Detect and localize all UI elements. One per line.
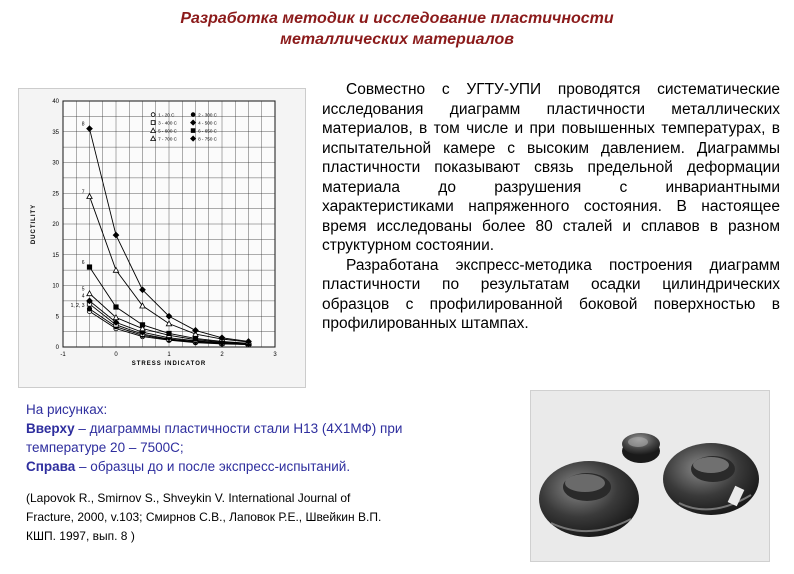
y-axis-label: DUCTILITY bbox=[31, 203, 37, 245]
data-point bbox=[167, 331, 171, 335]
x-tick-label: 3 bbox=[273, 352, 277, 358]
paragraph-1: Совместно с УГТУ-УПИ проводятся систематические исследования диаграмм пластичности металлических материалов, в том числе и при повышенных температурах, в испытательной камере с высоким давлением. Диаграммы пластичности показывают связь предельной деформации материала до разрушения с инвариантными характеристиками напряженного состояния. В настоящее время исследованы более 80 сталей и сплавов в разном структурном состоянии. bbox=[322, 81, 780, 254]
legend-label: 1 - 20 C bbox=[158, 112, 175, 118]
caption-top-text: – диаграммы пластичности стали Н13 (4Х1МФ) при температуре 20 – 7500С; bbox=[26, 421, 403, 455]
data-point bbox=[87, 307, 91, 311]
specimens-photo-svg bbox=[531, 391, 769, 561]
ductility-chart-svg bbox=[19, 89, 305, 387]
data-point bbox=[151, 121, 155, 125]
y-tick-label: 0 bbox=[55, 345, 59, 351]
data-point bbox=[114, 305, 118, 309]
legend-label: 3 - 400 C bbox=[158, 120, 178, 126]
title-line-2: металлических материалов bbox=[280, 31, 514, 48]
data-point bbox=[140, 323, 144, 327]
series-label: 7 bbox=[81, 189, 85, 196]
data-point bbox=[87, 265, 91, 269]
x-tick-label: 1 bbox=[167, 352, 171, 358]
citation-line-1: (Lapovok R., Smirnov S., Shveykin V. International Journal of bbox=[26, 491, 351, 505]
y-tick-label: 30 bbox=[52, 160, 59, 167]
y-tick-label: 35 bbox=[52, 129, 59, 136]
data-point bbox=[151, 113, 155, 117]
caption-right-label: Справа bbox=[26, 459, 76, 474]
legend-label: 4 - 500 C bbox=[198, 120, 218, 126]
y-tick-label: 10 bbox=[52, 283, 59, 290]
x-tick-label: 0 bbox=[114, 352, 118, 358]
citation-line-2: Fracture, 2000, v.103; Смирнов С.В., Лаповок Р.Е., Швейкин В.П. bbox=[26, 510, 382, 524]
x-tick-label: -1 bbox=[60, 352, 66, 358]
y-tick-label: 20 bbox=[52, 222, 59, 228]
y-tick-label: 40 bbox=[52, 99, 59, 105]
legend-label: 5 - 600 C bbox=[158, 128, 178, 134]
deformed-specimen-left bbox=[539, 461, 639, 537]
caption-intro: На рисунках: bbox=[26, 402, 108, 417]
caption-right-text: – образцы до и после экспресс-испытаний. bbox=[75, 459, 351, 474]
series-label: 6 bbox=[81, 260, 85, 267]
y-tick-label: 15 bbox=[52, 252, 59, 259]
x-axis-label: STRESS INDICATOR bbox=[131, 361, 207, 367]
series-label: 8 bbox=[81, 121, 85, 128]
figure-caption bbox=[26, 400, 466, 476]
y-tick-label: 25 bbox=[52, 191, 59, 198]
x-tick-label: 2 bbox=[220, 352, 224, 358]
y-tick-label: 5 bbox=[55, 314, 59, 321]
legend-label: 6 - 650 C bbox=[198, 128, 218, 134]
legend-label: 7 - 700 C bbox=[158, 136, 178, 142]
paragraph-2: Разработана экспресс-методика построения диаграмм пластичности по результатам осадки цилиндрических образцов с профилированной боковой поверхностью в профилированных штампах. bbox=[322, 256, 780, 332]
caption-right-item bbox=[26, 457, 466, 476]
series-label: 4 bbox=[81, 293, 85, 300]
specimens-photo bbox=[530, 390, 770, 562]
data-point bbox=[191, 129, 195, 133]
citation bbox=[26, 489, 446, 546]
description-text bbox=[322, 80, 780, 334]
original-specimen bbox=[622, 433, 660, 463]
series-label: 5 bbox=[81, 286, 85, 293]
data-point bbox=[191, 113, 195, 117]
citation-line-3: КШП. 1997, вып. 8 ) bbox=[26, 529, 135, 543]
data-point bbox=[193, 336, 197, 340]
caption-top-item bbox=[26, 419, 466, 457]
deformed-specimen-right bbox=[663, 443, 759, 515]
series-label: 1, 2, 3 bbox=[70, 303, 85, 310]
legend-label: 2 - 300 C bbox=[198, 112, 218, 118]
caption-top-label: Вверху bbox=[26, 421, 75, 436]
slide-title bbox=[100, 8, 694, 50]
ductility-chart bbox=[18, 88, 306, 388]
legend-label: 8 - 750 C bbox=[198, 136, 218, 142]
title-line-1: Разработка методик и исследование пластичности bbox=[180, 10, 614, 27]
